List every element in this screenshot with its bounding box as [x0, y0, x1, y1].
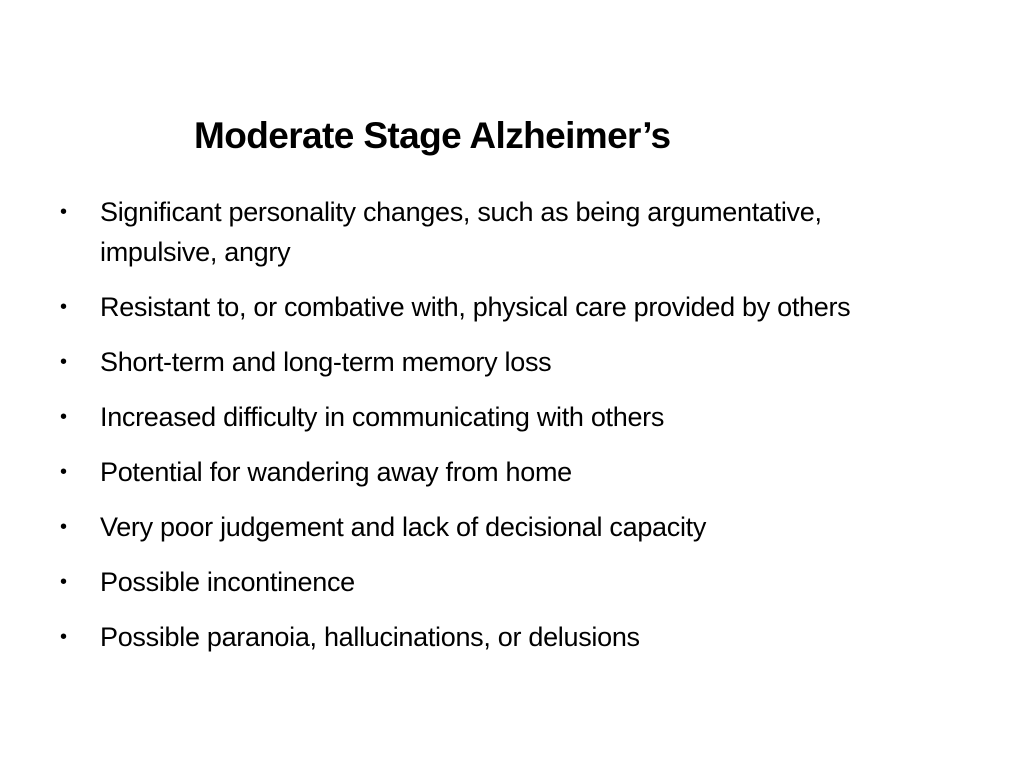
bullet-text: Possible incontinence: [100, 567, 355, 597]
bullet-dot-icon: •: [60, 516, 67, 538]
bullet-item-personality-changes: [60, 192, 940, 272]
bullet-dot-icon: •: [60, 626, 67, 648]
bullet-item-poor-judgement: [60, 507, 940, 547]
bullet-item-communication-difficulty: [60, 397, 940, 437]
bullet-list: [60, 192, 940, 672]
bullet-text: Significant personality changes, such as being argumentative, impulsive, angry: [100, 197, 822, 267]
bullet-item-incontinence: [60, 562, 940, 602]
bullet-item-memory-loss: [60, 342, 940, 382]
bullet-dot-icon: •: [60, 571, 67, 593]
bullet-item-paranoia: [60, 617, 940, 657]
slide-title: Moderate Stage Alzheimer’s: [194, 115, 671, 156]
bullet-text: Increased difficulty in communicating with others: [100, 402, 665, 432]
bullet-dot-icon: •: [60, 461, 67, 483]
bullet-dot-icon: •: [60, 296, 67, 318]
bullet-dot-icon: •: [60, 406, 67, 428]
bullet-dot-icon: •: [60, 201, 67, 223]
bullet-dot-icon: •: [60, 351, 67, 373]
bullet-text: Resistant to, or combative with, physical care provided by others: [100, 292, 851, 322]
bullet-text: Potential for wandering away from home: [100, 457, 572, 487]
bullet-item-wandering: [60, 452, 940, 492]
bullet-item-resistant-to-care: [60, 287, 940, 327]
bullet-text: Possible paranoia, hallucinations, or delusions: [100, 622, 640, 652]
bullet-text: Very poor judgement and lack of decisional capacity: [100, 512, 707, 542]
bullet-text: Short-term and long-term memory loss: [100, 347, 552, 377]
